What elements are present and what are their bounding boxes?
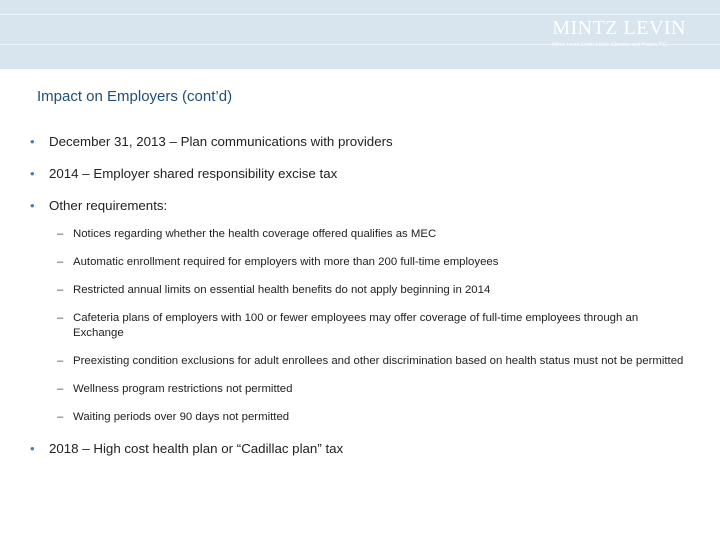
sub-bullet-item — [30, 227, 690, 242]
bullet-icon: • — [30, 134, 35, 149]
dash-icon: – — [57, 355, 64, 367]
logo — [552, 18, 686, 48]
header-band — [0, 0, 720, 69]
sub-bullet-text: Cafeteria plans of employers with 100 or fewer employees may offer coverage of full-time employees through an Exchange — [73, 312, 639, 339]
sub-bullet-item — [30, 255, 690, 270]
bullet-icon: • — [30, 441, 35, 456]
bullet-icon: • — [30, 198, 35, 213]
sub-bullet-list — [30, 227, 690, 425]
sub-bullet-text: Wellness program restrictions not permitted — [73, 383, 293, 395]
logo-subtitle: Mintz Levin Cohn Ferris Glovsky and Popeo PC — [552, 42, 667, 48]
sub-bullet-item — [30, 382, 690, 397]
dash-icon: – — [57, 256, 64, 268]
bullet-text: December 31, 2013 – Plan communications with providers — [49, 134, 393, 149]
bullet-item — [30, 165, 690, 182]
bullet-item — [30, 133, 690, 150]
bullet-text: 2018 – High cost health plan or “Cadillac plan” tax — [49, 441, 344, 456]
slide-title: Impact on Employers (cont’d) — [37, 88, 233, 105]
dash-icon: – — [57, 284, 64, 296]
sub-bullet-text: Notices regarding whether the health coverage offered qualifies as MEC — [73, 228, 437, 240]
sub-bullet-item — [30, 354, 690, 369]
sub-bullet-text: Restricted annual limits on essential health benefits do not apply beginning in 2014 — [73, 284, 491, 296]
bullet-item — [30, 197, 690, 214]
bullet-item — [30, 440, 690, 457]
header-stripe — [0, 14, 720, 15]
sub-bullet-text: Waiting periods over 90 days not permitted — [73, 411, 290, 423]
bullet-list — [30, 133, 690, 472]
dash-icon: – — [57, 383, 64, 395]
dash-icon: – — [57, 411, 64, 423]
sub-bullet-item — [30, 311, 690, 341]
bullet-text: Other requirements: — [49, 198, 168, 213]
sub-bullet-text: Preexisting condition exclusions for adult enrollees and other discrimination based on health status must not be permitted — [73, 355, 684, 367]
dash-icon: – — [57, 312, 64, 324]
dash-icon: – — [57, 228, 64, 240]
bullet-text: 2014 – Employer shared responsibility excise tax — [49, 166, 338, 181]
bullet-icon: • — [30, 166, 35, 181]
sub-bullet-text: Automatic enrollment required for employers with more than 200 full-time employees — [73, 256, 499, 268]
sub-bullet-item — [30, 410, 690, 425]
sub-bullet-item — [30, 283, 690, 298]
logo-wordmark: MINTZ LEVIN — [552, 17, 686, 39]
